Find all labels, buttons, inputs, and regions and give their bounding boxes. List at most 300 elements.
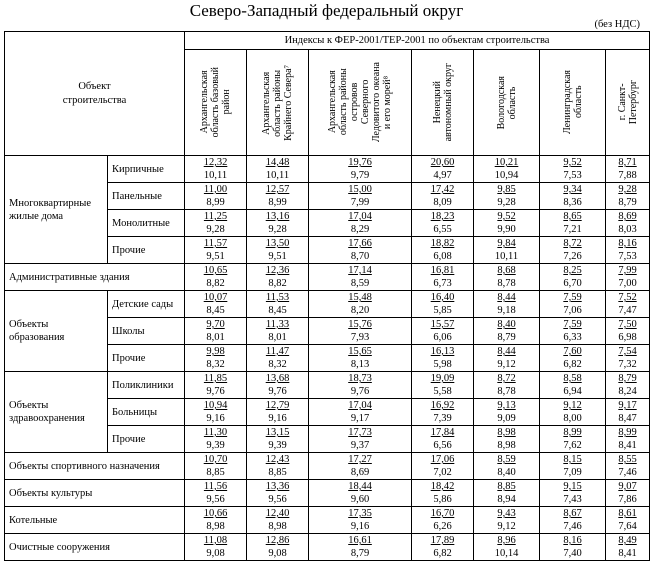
index-value-top: 8,40	[497, 319, 516, 330]
index-cell	[309, 534, 412, 561]
index-cell	[412, 480, 474, 507]
region-header-label: г. Санкт- Петербург	[616, 80, 639, 125]
index-value-top: 18,44	[348, 481, 372, 492]
index-value-top: 15,48	[348, 292, 372, 303]
object-group: Объекты здравоохранения	[5, 372, 108, 453]
index-value-bottom: 9,76	[350, 386, 370, 397]
index-value-top: 17,27	[348, 454, 372, 465]
index-value-top: 11,53	[265, 292, 290, 303]
index-cell	[185, 453, 247, 480]
index-value-bottom: 6,06	[433, 332, 452, 343]
index-value-top: 8,44	[497, 292, 516, 303]
index-cell	[412, 156, 474, 183]
index-cell	[247, 210, 309, 237]
index-value-bottom: 7,39	[433, 413, 452, 424]
index-value-bottom: 9,51	[206, 251, 225, 262]
table-row	[5, 507, 650, 534]
index-cell	[185, 318, 247, 345]
object-name: Котельные	[5, 507, 185, 534]
index-value-top: 10,70	[203, 454, 228, 465]
index-value-top: 20,60	[430, 157, 455, 168]
index-value-top: 10,21	[494, 157, 519, 168]
index-value-bottom: 7,06	[563, 305, 582, 316]
index-cell	[412, 210, 474, 237]
index-value-bottom: 8,40	[497, 467, 516, 478]
index-value-top: 7,54	[618, 346, 637, 357]
index-value-bottom: 8,78	[497, 278, 516, 289]
index-value-bottom: 9,08	[268, 548, 287, 559]
index-value-top: 10,07	[203, 292, 228, 303]
index-value-bottom: 8,45	[268, 305, 287, 316]
index-value-bottom: 8,79	[497, 332, 516, 343]
index-cell	[606, 183, 650, 210]
index-value-top: 16,13	[430, 346, 455, 357]
index-value-bottom: 8,24	[618, 386, 637, 397]
index-cell	[606, 345, 650, 372]
object-subtype: Прочие	[108, 426, 185, 453]
index-value-bottom: 8,98	[206, 521, 225, 532]
index-cell	[309, 291, 412, 318]
object-subtype: Поликлиники	[108, 372, 185, 399]
index-cell	[412, 453, 474, 480]
index-value-top: 11,00	[203, 184, 228, 195]
index-value-bottom: 7,99	[350, 197, 370, 208]
index-value-bottom: 6,73	[433, 278, 452, 289]
index-value-bottom: 9,08	[206, 548, 225, 559]
index-cell	[247, 318, 309, 345]
index-value-top: 12,32	[203, 157, 228, 168]
index-cell	[309, 318, 412, 345]
index-value-bottom: 7,43	[563, 494, 582, 505]
index-value-top: 10,66	[203, 508, 228, 519]
index-value-bottom: 9,51	[268, 251, 287, 262]
object-group: Многоквартирные жилые дома	[5, 156, 108, 264]
index-value-top: 8,58	[563, 373, 582, 384]
index-cell	[185, 156, 247, 183]
indices-table	[4, 31, 650, 561]
index-value-bottom: 8,41	[618, 440, 637, 451]
region-header-label: Вологодская область	[495, 75, 518, 130]
index-value-top: 8,15	[563, 454, 582, 465]
index-cell	[412, 264, 474, 291]
index-value-bottom: 8,03	[618, 224, 637, 235]
index-value-top: 8,96	[497, 535, 516, 546]
index-value-bottom: 7,09	[563, 467, 582, 478]
table-row	[5, 291, 650, 318]
index-value-top: 12,40	[265, 508, 290, 519]
table-row	[5, 264, 650, 291]
index-value-bottom: 8,78	[497, 386, 516, 397]
index-value-top: 7,99	[618, 265, 637, 276]
index-value-bottom: 8,59	[350, 278, 370, 289]
index-value-top: 8,99	[563, 427, 582, 438]
index-value-top: 18,73	[348, 373, 372, 384]
index-value-top: 17,06	[430, 454, 455, 465]
index-cell	[474, 237, 540, 264]
index-cell	[185, 345, 247, 372]
object-group: Объекты образования	[5, 291, 108, 372]
index-cell	[474, 264, 540, 291]
region-header-2	[309, 50, 412, 156]
table-row	[5, 372, 650, 399]
index-value-top: 7,60	[563, 346, 582, 357]
index-value-top: 9,52	[563, 157, 582, 168]
index-value-bottom: 8,79	[350, 548, 370, 559]
index-cell	[412, 534, 474, 561]
indices-header: Индексы к ФЕР-2001/ТЕР-2001 по объектам строительства	[185, 32, 650, 50]
index-value-bottom: 6,70	[563, 278, 582, 289]
index-value-bottom: 6,82	[563, 359, 582, 370]
index-cell	[412, 399, 474, 426]
index-cell	[412, 345, 474, 372]
index-value-bottom: 7,88	[618, 170, 637, 181]
index-value-top: 17,73	[348, 427, 372, 438]
index-value-top: 12,86	[265, 535, 290, 546]
index-cell	[247, 480, 309, 507]
index-value-bottom: 5,86	[433, 494, 452, 505]
index-value-bottom: 9,90	[497, 224, 516, 235]
index-value-top: 11,56	[203, 481, 228, 492]
index-value-top: 9,12	[563, 400, 582, 411]
index-cell	[606, 156, 650, 183]
index-value-top: 17,84	[430, 427, 455, 438]
object-subtype: Больницы	[108, 399, 185, 426]
index-value-bottom: 10,94	[494, 170, 519, 181]
object-subtype: Прочие	[108, 345, 185, 372]
index-cell	[540, 372, 606, 399]
index-cell	[185, 237, 247, 264]
index-value-top: 12,36	[265, 265, 290, 276]
index-value-top: 8,16	[618, 238, 637, 249]
region-header-0	[185, 50, 247, 156]
index-value-top: 13,68	[265, 373, 290, 384]
index-value-top: 19,76	[348, 157, 372, 168]
index-value-bottom: 10,14	[494, 548, 519, 559]
object-name: Административные здания	[5, 264, 185, 291]
index-value-top: 15,76	[348, 319, 372, 330]
index-value-top: 15,65	[348, 346, 372, 357]
table-row	[5, 156, 650, 183]
index-cell	[412, 372, 474, 399]
index-value-bottom: 6,55	[433, 224, 452, 235]
index-value-bottom: 6,08	[433, 251, 452, 262]
index-cell	[606, 264, 650, 291]
index-value-bottom: 8,00	[563, 413, 582, 424]
index-cell	[474, 453, 540, 480]
index-cell	[247, 534, 309, 561]
index-cell	[474, 372, 540, 399]
index-value-bottom: 4,97	[433, 170, 452, 181]
index-value-top: 12,79	[265, 400, 290, 411]
index-value-bottom: 7,40	[563, 548, 582, 559]
object-name: Объекты спортивного назначения	[5, 453, 185, 480]
index-value-top: 11,47	[265, 346, 290, 357]
index-value-bottom: 6,33	[563, 332, 582, 343]
index-value-bottom: 7,02	[433, 467, 452, 478]
region-header-4	[474, 50, 540, 156]
index-value-bottom: 8,32	[206, 359, 225, 370]
index-value-bottom: 6,56	[433, 440, 452, 451]
index-value-top: 16,70	[430, 508, 455, 519]
index-cell	[540, 399, 606, 426]
index-cell	[309, 453, 412, 480]
index-cell	[309, 183, 412, 210]
index-value-bottom: 8,82	[206, 278, 225, 289]
region-header-5	[540, 50, 606, 156]
index-value-bottom: 7,47	[618, 305, 637, 316]
index-cell	[474, 507, 540, 534]
object-subtype: Детские сады	[108, 291, 185, 318]
index-value-bottom: 9,18	[497, 305, 516, 316]
index-value-bottom: 10,11	[203, 170, 228, 181]
index-value-top: 9,07	[618, 481, 637, 492]
object-header-label: Объект строительства	[62, 80, 127, 106]
index-value-top: 17,04	[348, 211, 372, 222]
index-value-bottom: 8,01	[268, 332, 287, 343]
index-cell	[474, 210, 540, 237]
index-value-top: 9,43	[497, 508, 516, 519]
index-value-bottom: 8,79	[618, 197, 637, 208]
region-header-label: Ненецкий автономный округ	[431, 63, 454, 142]
index-cell	[412, 291, 474, 318]
index-value-bottom: 8,85	[206, 467, 225, 478]
index-cell	[540, 210, 606, 237]
index-value-bottom: 8,99	[206, 197, 225, 208]
index-value-top: 11,25	[203, 211, 228, 222]
index-value-top: 14,48	[265, 157, 290, 168]
index-value-bottom: 8,94	[497, 494, 516, 505]
table-row	[5, 534, 650, 561]
index-value-bottom: 5,58	[433, 386, 452, 397]
index-value-bottom: 7,62	[563, 440, 582, 451]
index-cell	[247, 426, 309, 453]
index-value-top: 18,23	[430, 211, 455, 222]
index-value-top: 7,59	[563, 319, 582, 330]
index-value-top: 9,13	[497, 400, 516, 411]
index-value-top: 13,15	[265, 427, 290, 438]
index-value-bottom: 7,32	[618, 359, 637, 370]
object-subtype: Школы	[108, 318, 185, 345]
index-cell	[247, 507, 309, 534]
index-value-bottom: 9,28	[206, 224, 225, 235]
index-value-bottom: 7,46	[563, 521, 582, 532]
index-value-top: 8,44	[497, 346, 516, 357]
index-cell	[412, 237, 474, 264]
index-value-top: 15,00	[348, 184, 372, 195]
object-name: Объекты культуры	[5, 480, 185, 507]
index-value-bottom: 6,26	[433, 521, 452, 532]
index-value-bottom: 7,00	[618, 278, 637, 289]
index-value-top: 8,55	[618, 454, 637, 465]
index-cell	[540, 345, 606, 372]
index-value-top: 9,84	[497, 238, 516, 249]
index-value-bottom: 8,01	[206, 332, 225, 343]
index-value-top: 15,57	[430, 319, 455, 330]
index-cell	[474, 399, 540, 426]
index-cell	[540, 453, 606, 480]
index-cell	[309, 426, 412, 453]
index-value-bottom: 9,16	[350, 521, 370, 532]
index-cell	[185, 399, 247, 426]
index-value-bottom: 9,60	[350, 494, 370, 505]
index-value-top: 9,70	[206, 319, 225, 330]
index-value-bottom: 5,98	[433, 359, 452, 370]
index-cell	[309, 480, 412, 507]
index-value-bottom: 5,85	[433, 305, 452, 316]
index-cell	[185, 264, 247, 291]
index-value-bottom: 9,76	[268, 386, 287, 397]
index-cell	[606, 237, 650, 264]
index-cell	[606, 480, 650, 507]
index-cell	[474, 534, 540, 561]
index-cell	[540, 534, 606, 561]
index-value-top: 16,40	[430, 292, 455, 303]
index-cell	[185, 372, 247, 399]
index-cell	[185, 534, 247, 561]
index-value-bottom: 9,12	[497, 359, 516, 370]
index-cell	[247, 237, 309, 264]
index-value-top: 17,66	[348, 238, 372, 249]
index-cell	[185, 183, 247, 210]
index-value-bottom: 8,69	[350, 467, 370, 478]
index-value-bottom: 8,20	[350, 305, 370, 316]
index-cell	[606, 534, 650, 561]
index-value-bottom: 6,94	[563, 386, 582, 397]
index-value-top: 8,16	[563, 535, 582, 546]
index-value-top: 16,61	[348, 535, 372, 546]
index-value-bottom: 9,16	[268, 413, 287, 424]
index-value-top: 11,08	[203, 535, 228, 546]
object-subtype: Панельные	[108, 183, 185, 210]
index-value-bottom: 7,46	[618, 467, 637, 478]
index-value-top: 9,98	[206, 346, 225, 357]
index-value-bottom: 8,36	[563, 197, 582, 208]
index-cell	[606, 372, 650, 399]
index-value-top: 12,57	[265, 184, 290, 195]
index-cell	[412, 426, 474, 453]
index-cell	[309, 156, 412, 183]
index-cell	[309, 399, 412, 426]
index-cell	[606, 210, 650, 237]
index-cell	[474, 291, 540, 318]
index-cell	[606, 453, 650, 480]
index-cell	[540, 480, 606, 507]
page-title: Северо-Западный федеральный округ	[189, 1, 464, 20]
index-value-top: 8,98	[497, 427, 516, 438]
index-cell	[412, 183, 474, 210]
index-value-top: 16,92	[430, 400, 455, 411]
index-cell	[309, 237, 412, 264]
index-cell	[540, 264, 606, 291]
index-value-bottom: 8,98	[268, 521, 287, 532]
index-value-top: 13,16	[265, 211, 290, 222]
index-value-top: 9,34	[563, 184, 582, 195]
index-value-top: 16,81	[430, 265, 455, 276]
index-value-top: 8,85	[497, 481, 516, 492]
index-cell	[540, 237, 606, 264]
index-value-top: 8,68	[497, 265, 516, 276]
index-value-bottom: 6,98	[618, 332, 637, 343]
region-header-label: Архангельская область районы Крайнего Севера⁷	[261, 64, 295, 141]
index-value-top: 18,42	[430, 481, 455, 492]
index-value-bottom: 7,26	[563, 251, 582, 262]
index-cell	[540, 426, 606, 453]
index-value-top: 17,35	[348, 508, 372, 519]
index-cell	[247, 372, 309, 399]
index-value-top: 17,89	[430, 535, 455, 546]
index-cell	[185, 480, 247, 507]
index-cell	[247, 345, 309, 372]
index-value-bottom: 7,21	[563, 224, 582, 235]
index-value-top: 7,59	[563, 292, 582, 303]
index-cell	[540, 318, 606, 345]
index-cell	[474, 426, 540, 453]
index-value-bottom: 9,56	[268, 494, 287, 505]
region-header-6	[606, 50, 650, 156]
region-header-label: Ленинградская область	[561, 70, 584, 135]
index-cell	[606, 318, 650, 345]
index-value-top: 9,28	[618, 184, 637, 195]
index-cell	[247, 183, 309, 210]
index-value-top: 13,50	[265, 238, 290, 249]
table-row	[5, 453, 650, 480]
object-subtype: Монолитные	[108, 210, 185, 237]
index-cell	[309, 210, 412, 237]
index-cell	[185, 426, 247, 453]
index-cell	[474, 318, 540, 345]
index-value-top: 8,79	[618, 373, 637, 384]
index-value-bottom: 9,37	[350, 440, 370, 451]
index-value-bottom: 9,39	[206, 440, 225, 451]
index-value-bottom: 7,64	[618, 521, 637, 532]
index-value-top: 7,52	[618, 292, 637, 303]
index-value-bottom: 9,09	[497, 413, 516, 424]
index-value-bottom: 7,53	[563, 170, 582, 181]
index-cell	[540, 183, 606, 210]
index-value-top: 8,99	[618, 427, 637, 438]
object-header	[5, 32, 185, 156]
index-cell	[247, 453, 309, 480]
index-cell	[247, 291, 309, 318]
index-value-top: 11,57	[203, 238, 228, 249]
index-cell	[474, 156, 540, 183]
index-value-top: 9,85	[497, 184, 516, 195]
index-value-top: 8,72	[563, 238, 582, 249]
index-value-bottom: 9,17	[350, 413, 370, 424]
index-value-bottom: 9,56	[206, 494, 225, 505]
index-value-bottom: 8,32	[268, 359, 287, 370]
index-value-top: 17,04	[348, 400, 372, 411]
index-value-top: 17,14	[348, 265, 372, 276]
index-value-bottom: 7,93	[350, 332, 370, 343]
index-value-top: 7,50	[618, 319, 637, 330]
index-cell	[412, 318, 474, 345]
index-cell	[606, 426, 650, 453]
index-value-bottom: 8,82	[268, 278, 287, 289]
index-value-bottom: 7,53	[618, 251, 637, 262]
index-value-top: 8,59	[497, 454, 516, 465]
index-value-bottom: 9,28	[497, 197, 516, 208]
index-value-top: 8,71	[618, 157, 637, 168]
index-value-bottom: 9,28	[268, 224, 287, 235]
index-cell	[185, 291, 247, 318]
index-value-bottom: 9,79	[350, 170, 370, 181]
index-cell	[412, 507, 474, 534]
index-value-bottom: 7,86	[618, 494, 637, 505]
index-value-bottom: 8,09	[433, 197, 452, 208]
index-cell	[606, 507, 650, 534]
index-value-top: 11,33	[265, 319, 290, 330]
